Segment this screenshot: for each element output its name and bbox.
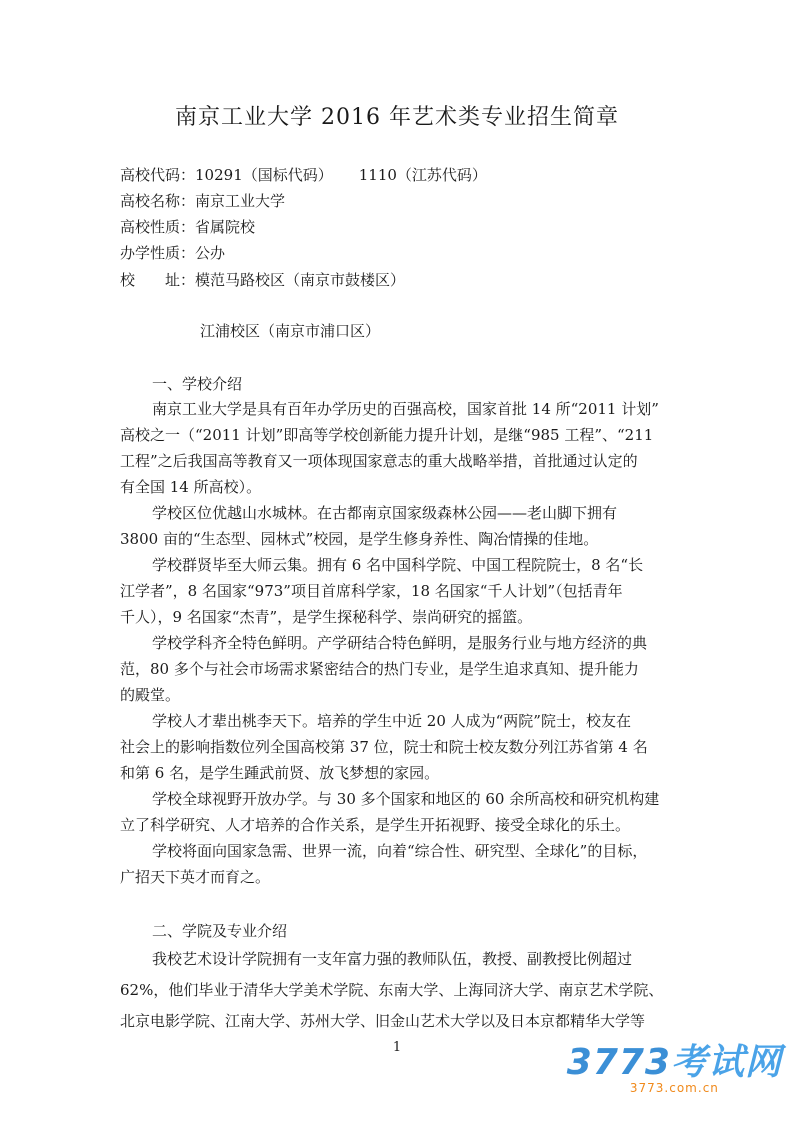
code-jiangsu: 1110（江苏代码） (358, 166, 487, 184)
section1-body (120, 396, 690, 890)
para-line: 有全国 14 所高校）。 (120, 478, 262, 496)
watermark-url: 3773.com.cn (629, 1081, 719, 1095)
para-line: 学校将面向国家急需、世界一流，向着“综合性、研究型、全球化”的目标， (152, 842, 648, 860)
para-line: 和第 6 名，是学生踵武前贤、放飞梦想的家园。 (120, 764, 440, 782)
para-line: 我校艺术设计学院拥有一支年富力强的教师队伍，教授、副教授比例超过 (152, 950, 633, 968)
address-value-2: 江浦校区（南京市浦口区） (200, 322, 381, 340)
watermark-logo (567, 1034, 782, 1095)
para-line: 千人），9 名国家“杰青”，是学生探秘科学、崇尚研究的摇篮。 (120, 608, 533, 626)
para-line: 学校区位优越山水城林。在古都南京国家级森林公园——老山脚下拥有 (152, 504, 618, 522)
address-label: 校 址： (120, 271, 196, 289)
page-number: 1 (392, 1040, 402, 1055)
para-line: 的殿堂。 (120, 686, 181, 704)
nature-value: 省属院校 (195, 218, 256, 236)
code-label: 高校代码： (120, 166, 196, 184)
name-value: 南京工业大学 (195, 192, 286, 210)
code-national: 10291（国标代码） (195, 166, 333, 184)
para-line: 学校人才辈出桃李天下。培养的学生中近 20 人成为“两院”院士，校友在 (152, 712, 631, 730)
para-line: 社会上的影响指数位列全国高校第 37 位，院士和院士校友数分列江苏省第 4 名 (120, 738, 648, 756)
info-name-row (120, 190, 285, 211)
info-nature-row (120, 216, 255, 237)
para-line: 广招天下英才而育之。 (120, 868, 271, 886)
info-code-row (120, 164, 487, 185)
para-line: 3800 亩的“生态型、园林式”校园，是学生修身养性、陶冶情操的佳地。 (120, 530, 599, 548)
section2-body (120, 944, 690, 1037)
para-line: 范，80 多个与社会市场需求紧密结合的热门专业，是学生追求真知、提升能力 (120, 660, 639, 678)
para-line: 62%，他们毕业于清华大学美术学院、东南大学、上海同济大学、南京艺术学院、 (120, 981, 664, 999)
para-line: 学校全球视野开放办学。与 30 多个国家和地区的 60 余所高校和研究机构建 (152, 790, 660, 808)
para-line: 南京工业大学是具有百年办学历史的百强高校，国家首批 14 所“2011 计划” (152, 400, 659, 418)
section1-heading: 一、学校介绍 (152, 375, 243, 393)
info-address-row (120, 269, 405, 290)
info-mode-row (120, 242, 225, 263)
mode-value: 公办 (195, 244, 226, 262)
para-line: 高校之一（“2011 计划”即高等学校创新能力提升计划，是继“985 工程”、“211 (120, 426, 654, 444)
info-address-row-2 (200, 320, 380, 341)
para-line: 北京电影学院、江南大学、苏州大学、旧金山艺术大学以及日本京都精华大学等 (120, 1012, 646, 1030)
para-line: 学校群贤毕至大师云集。拥有 6 名中国科学院、中国工程院院士，8 名“长 (152, 556, 644, 574)
para-line: 工程”之后我国高等教育又一项体现国家意志的重大战略举措，首批通过认定的 (120, 452, 638, 470)
watermark-brand-num: 3773 (566, 1042, 671, 1083)
para-line: 立了科学研究、人才培养的合作关系，是学生开拓视野、接受全球化的乐土。 (120, 816, 631, 834)
nature-label: 高校性质： (120, 218, 196, 236)
watermark-brand-cn: 考试网 (670, 1042, 782, 1083)
document-title: 南京工业大学 2016 年艺术类专业招生简章 (175, 105, 619, 130)
address-value-1: 模范马路校区（南京市鼓楼区） (195, 271, 406, 289)
para-line: 江学者”，8 名国家“973”项目首席科学家，18 名国家“千人计划”（包括青年 (120, 582, 623, 600)
mode-label: 办学性质： (120, 244, 196, 262)
para-line: 学校学科齐全特色鲜明。产学研结合特色鲜明，是服务行业与地方经济的典 (152, 634, 648, 652)
section2-heading: 二、学院及专业介绍 (152, 922, 288, 940)
name-label: 高校名称： (120, 192, 196, 210)
